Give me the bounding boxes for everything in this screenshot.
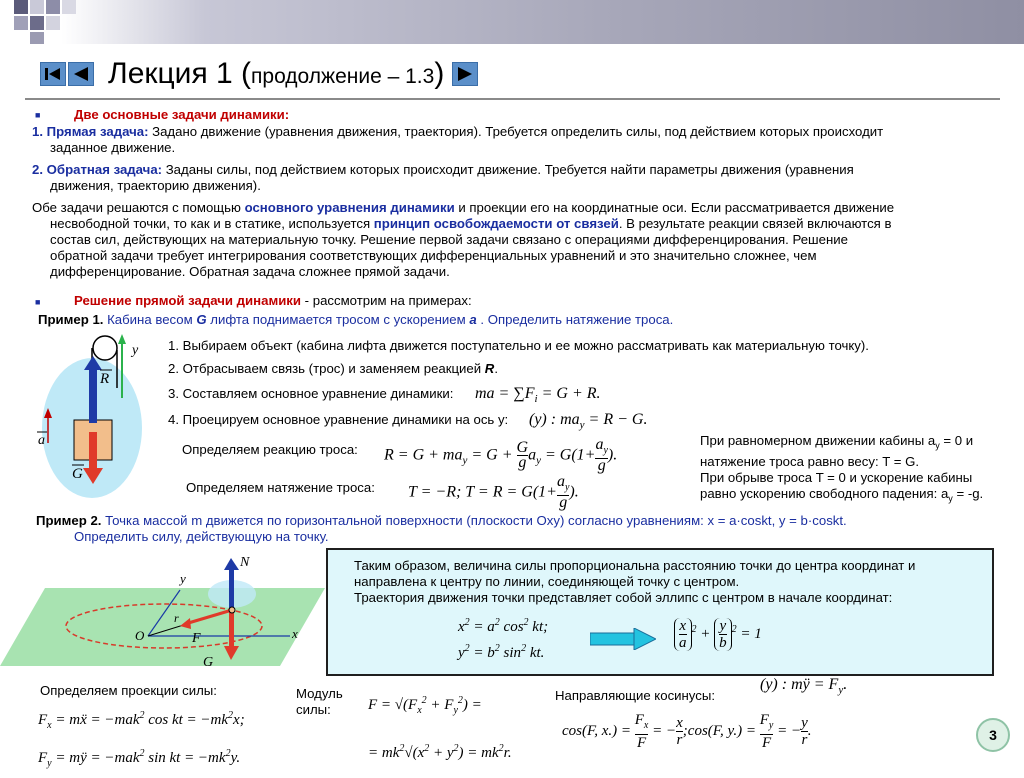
main-equation: ma = $\sum F_i = G + R$. <box>475 385 601 406</box>
prev-slide-button[interactable] <box>68 62 94 86</box>
F-label: F <box>192 631 201 646</box>
trajectory-equations: $x^2 = a^2$ $\cos^2$ kt; $y^2 = b^2$ $\sin^2$ kt. <box>458 617 549 661</box>
step2: 2. Отбрасываем связь (трос) и заменяем реакцией R. <box>168 361 498 376</box>
reaction-formula: $R = G + ma_y = G$ + $\frac{G}{g}$ $a_y = G(1+$ $\frac{a_y}{g}$ ). <box>384 436 618 475</box>
tension-formula: T = −R; T = R = G(1+ $\frac{a_y}{g}$ ). <box>408 473 579 512</box>
first-slide-button[interactable] <box>40 62 66 86</box>
cosines-label: Направляющие косинусы: <box>555 688 715 703</box>
conclusion-line2: направлена к центру по линии, соединяющей точку с центром. <box>354 574 740 589</box>
triangle-right-icon <box>456 66 474 82</box>
step4: 4. Проецируем основное уравнение динамики на ось y: <box>168 412 509 427</box>
triangle-left-icon <box>72 66 90 82</box>
modulus-formula: $F = √(F_x^2 + F_y^2)$ = = $mk^2√(x^2 + y^2) = mk^2r$. <box>368 695 512 761</box>
direct-task-line2: заданное движение. <box>50 140 176 155</box>
section1-heading: Две основные задачи динамики: <box>74 107 290 122</box>
reaction-arrow <box>89 368 97 423</box>
both-tasks-paragraph: Обе задачи решаются с помощью основного уравнения динамики и проекции его на координатные оси. Если рассматривается движение несвободной точки, то как и в статике, используется принцип освобождаемости от связей. В результате реакции связей включаются в состав сил, действующих на материальную точку. Решение первой задачи связано с операциями дифференцирования. Решение обратной задачи требует интегрирования соответствующих дифференциальных уравнений и это значительно сложнее, чем дифференцирование. Обратная задача сложнее прямой задачи. <box>32 200 895 279</box>
conclusion-line1: Таким образом, величина силы пропорциональна расстоянию точки до центра координат и <box>354 558 916 573</box>
page-number-button[interactable] <box>976 718 1010 752</box>
r-label: r <box>174 611 179 625</box>
G-label: G <box>203 655 214 670</box>
next-slide-button[interactable] <box>452 62 478 86</box>
step1: 1. Выбираем объект (кабина лифта движется поступательно и ее можно рассматривать как материальную точку). <box>168 338 869 353</box>
y-label: y <box>180 571 186 586</box>
modulus-label: Модуль силы: <box>296 686 343 717</box>
projection-formulas: $F_x$ = mẍ = −mak$^2$ cos kt = $-mk^2x$; $F_y$ = mÿ = −mak$^2$ sin kt = $-mk^2y$. <box>38 710 245 769</box>
inverse-task-paragraph: 2. Обратная задача: Заданы силы, под действием которых происходит движение. Требуется найти параметры движения (уравнения <box>32 162 854 177</box>
gravity-arrow <box>229 610 234 648</box>
bullet-icon: ■ <box>35 110 41 120</box>
x-label: x <box>292 626 298 641</box>
y-projection-equation: (y) : mÿ = $F_y$. <box>760 676 848 697</box>
direct-task-paragraph: 1. Прямая задача: Задано движение (уравнения движения, траектория). Требуется определить силы, под действием которых происходит <box>32 124 884 139</box>
page-title: Лекция 1 (продолжение – 1.3) <box>108 57 445 90</box>
reaction-label: Определяем реакцию троса: <box>182 442 358 457</box>
top-decor-bar <box>0 0 1024 44</box>
pulley <box>93 336 117 360</box>
cosines-formula: cos(F, x.) = $\frac{F_x}{F}$ = − $\frac{x}{r}$ ;cos(F, y.) = $\frac{F_y}{F}$ = − $\frac{y}{r}$ . <box>562 712 812 751</box>
conclusion-line3: Траектория движения точки представляет собой эллипс с центром в начале координат: <box>354 590 893 605</box>
example1-statement: Пример 1. Кабина весом G лифта поднимается тросом с ускорением a . Определить натяжение троса. <box>38 312 674 327</box>
inverse-task-line2: движения, траекторию движения). <box>50 178 261 193</box>
O-label: O <box>135 628 145 643</box>
uniform-motion-note: При равномерном движении кабины $a_y = 0$ и натяжение троса равно весу: T = G. При обрыве троса T = 0 и ускорение кабины равно ускорению свободного падения: $a_y = -g$. <box>700 433 984 504</box>
normal-arrow <box>229 568 234 610</box>
plane-diagram <box>0 548 325 678</box>
N-label: N <box>240 555 250 570</box>
skip-back-icon <box>44 66 62 82</box>
step3: 3. Составляем основное уравнение динамики: <box>168 386 454 401</box>
gravity-arrow <box>89 432 97 472</box>
title-row <box>40 57 480 91</box>
page-number: 3 <box>989 727 997 743</box>
bullet-icon: ■ <box>35 297 41 307</box>
conclusion-box <box>326 548 994 676</box>
example2-statement-line2: Определить силу, действующую на точку. <box>74 529 329 544</box>
ellipse-equation: $\frac{x}{a}$ $^2$ + $\frac{y}{b}$ $^2$ = 1 <box>674 618 762 651</box>
section2-heading: Решение прямой задачи динамики - рассмотрим на примерах: <box>74 293 472 308</box>
projections-label: Определяем проекции силы: <box>40 683 217 698</box>
title-divider <box>25 98 1000 100</box>
R-label: R <box>100 371 110 387</box>
y-label: y <box>132 343 139 358</box>
elevator-diagram <box>28 328 168 498</box>
G-label: G <box>72 466 83 482</box>
example2-statement: Пример 2. Точка массой m движется по горизонтальной поверхности (плоскости Oxy) согласно уравнениям: x = a·coskt, y = b·coskt. <box>36 513 847 528</box>
a-label: a <box>38 433 45 448</box>
arrow-right-icon <box>590 628 656 650</box>
projection-equation: (y) : $ma_y = R - G$. <box>529 411 648 432</box>
horizontal-plane <box>0 588 325 666</box>
tension-label: Определяем натяжение троса: <box>186 480 375 495</box>
